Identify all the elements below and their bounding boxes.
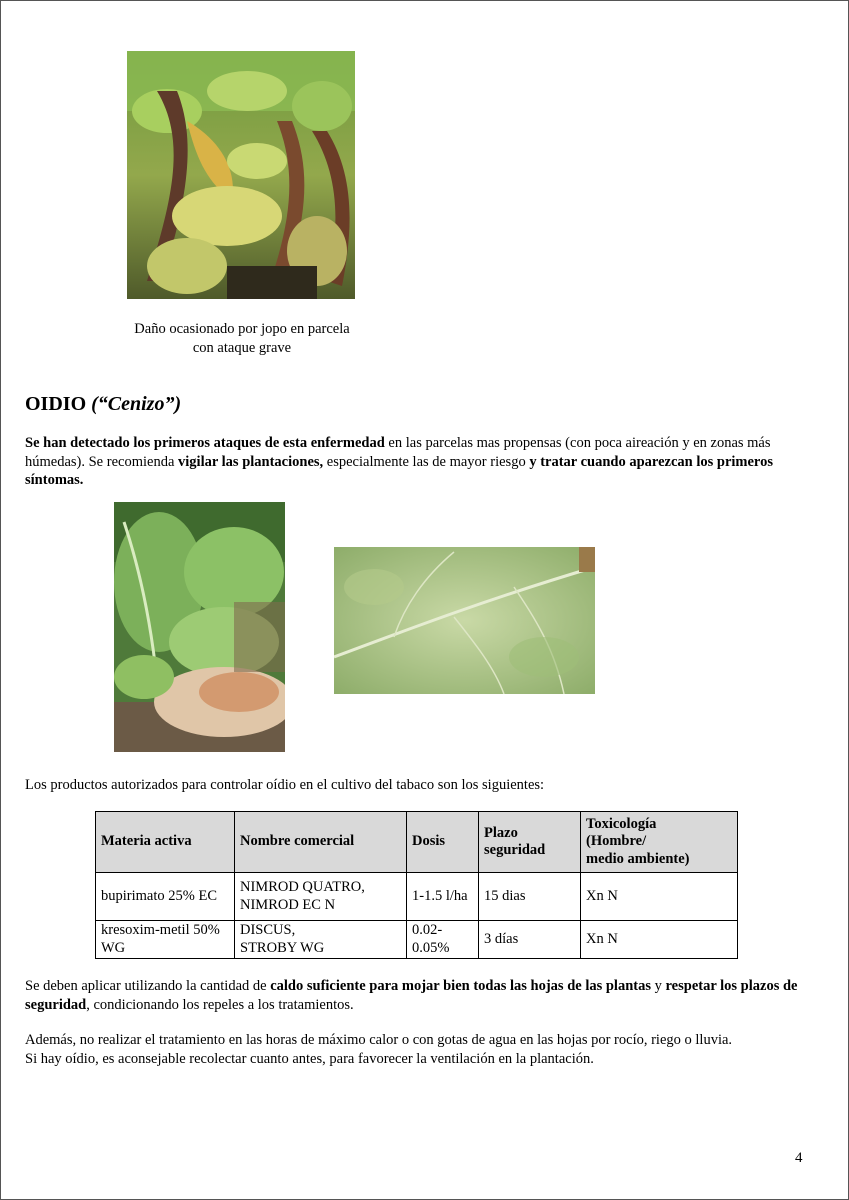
cell-commercial (235, 921, 407, 959)
cell-dose-line-2: 0.05% (412, 939, 450, 956)
oidio-plant-photo (114, 502, 285, 752)
application-text-3: , condicionando los repeles a los tratamientos. (86, 996, 354, 1013)
header-tox-line-3: medio ambiente) (586, 850, 690, 867)
products-table (95, 811, 738, 959)
cell-safety-text: 3 días (484, 930, 519, 947)
page-number: 4 (795, 1150, 803, 1166)
application-bold-2: respetar los plazos de seguridad (25, 978, 798, 1013)
caption-line-1: Daño ocasionado por jopo en parcela (134, 321, 350, 337)
cell-tox-text: Xn N (586, 930, 618, 947)
header-safety (479, 812, 581, 873)
header-active (96, 812, 235, 873)
cell-commercial-line-2: NIMROD EC N (240, 896, 336, 913)
header-safety-line-2: seguridad (484, 842, 546, 858)
caption-line-2: con ataque grave (192, 340, 292, 356)
cell-active (96, 921, 235, 959)
section-heading (25, 393, 181, 416)
header-dose-text: Dosis (412, 833, 446, 850)
cell-dose-line-1: 0.02- (412, 922, 443, 938)
header-safety-line-1: Plazo (484, 824, 518, 841)
cell-commercial (235, 873, 407, 921)
application-text-2: y (651, 978, 666, 994)
cell-active-line-2: WG (101, 939, 126, 956)
header-commercial (235, 812, 407, 873)
cell-tox (581, 921, 738, 959)
table-header-row (96, 812, 738, 873)
cell-active-line-1: bupirimato 25% EC (101, 887, 217, 904)
advice-line-2: Si hay oídio, es aconsejable recolectar cuanto antes, para favorecer la ventilación en la plantación. (25, 1050, 594, 1067)
cell-commercial-line-1: NIMROD QUATRO, (240, 879, 365, 895)
jopo-damage-photo (127, 51, 355, 299)
cell-dose (407, 921, 479, 959)
products-intro: Los productos autorizados para controlar oídio en el cultivo del tabaco son los siguientes: (25, 777, 545, 793)
header-tox-line-2: (Hombre/ (586, 833, 647, 850)
intro-bold-1: Se han detectado los primeros ataques de esta enfermedad (25, 435, 385, 451)
cell-safety-text: 15 dias (484, 887, 526, 904)
cell-tox-text: Xn N (586, 887, 618, 904)
cell-commercial-line-2: STROBY WG (240, 939, 325, 956)
cell-active (96, 873, 235, 921)
header-commercial-text: Nombre comercial (240, 833, 355, 850)
cell-dose-line-1: 1-1.5 l/ha (412, 887, 468, 904)
header-tox-line-1: Toxicología (586, 815, 657, 832)
application-bold-1: caldo suficiente para mojar bien todas las hojas de las plantas (270, 978, 651, 994)
header-dose (407, 812, 479, 873)
cell-commercial-line-1: DISCUS, (240, 922, 296, 938)
advice-paragraph (25, 1031, 810, 1068)
cell-safety (479, 921, 581, 959)
cell-active-line-1: kresoxim-metil 50% (101, 922, 220, 938)
application-text-1: Se deben aplicar utilizando la cantidad de (25, 978, 271, 994)
section-title-italic: (“Cenizo”) (91, 393, 182, 415)
cell-dose (407, 873, 479, 921)
oidio-leaf-photo (334, 547, 595, 694)
section-title: OIDIO (25, 393, 87, 415)
application-paragraph (25, 977, 810, 1014)
table-row (96, 921, 738, 959)
cell-safety (479, 873, 581, 921)
header-active-text: Materia activa (101, 833, 192, 850)
table-row (96, 873, 738, 921)
header-tox (581, 812, 738, 873)
intro-bold-2: vigilar las plantaciones, (178, 453, 324, 470)
intro-text-1: en las parcelas mas propensas (con poca aireación y en zonas más húmedas). Se recomienda (25, 435, 771, 470)
advice-line-1: Además, no realizar el tratamiento en las horas de máximo calor o con gotas de agua en las hojas por rocío, riego o lluvia. (25, 1032, 733, 1048)
intro-bold-3: y tratar cuando aparezcan los primeros síntomas. (25, 453, 773, 488)
jopo-photo-caption (112, 320, 372, 358)
intro-paragraph (25, 434, 810, 490)
intro-text-2: especialmente las de mayor riesgo (323, 453, 530, 470)
cell-tox (581, 873, 738, 921)
